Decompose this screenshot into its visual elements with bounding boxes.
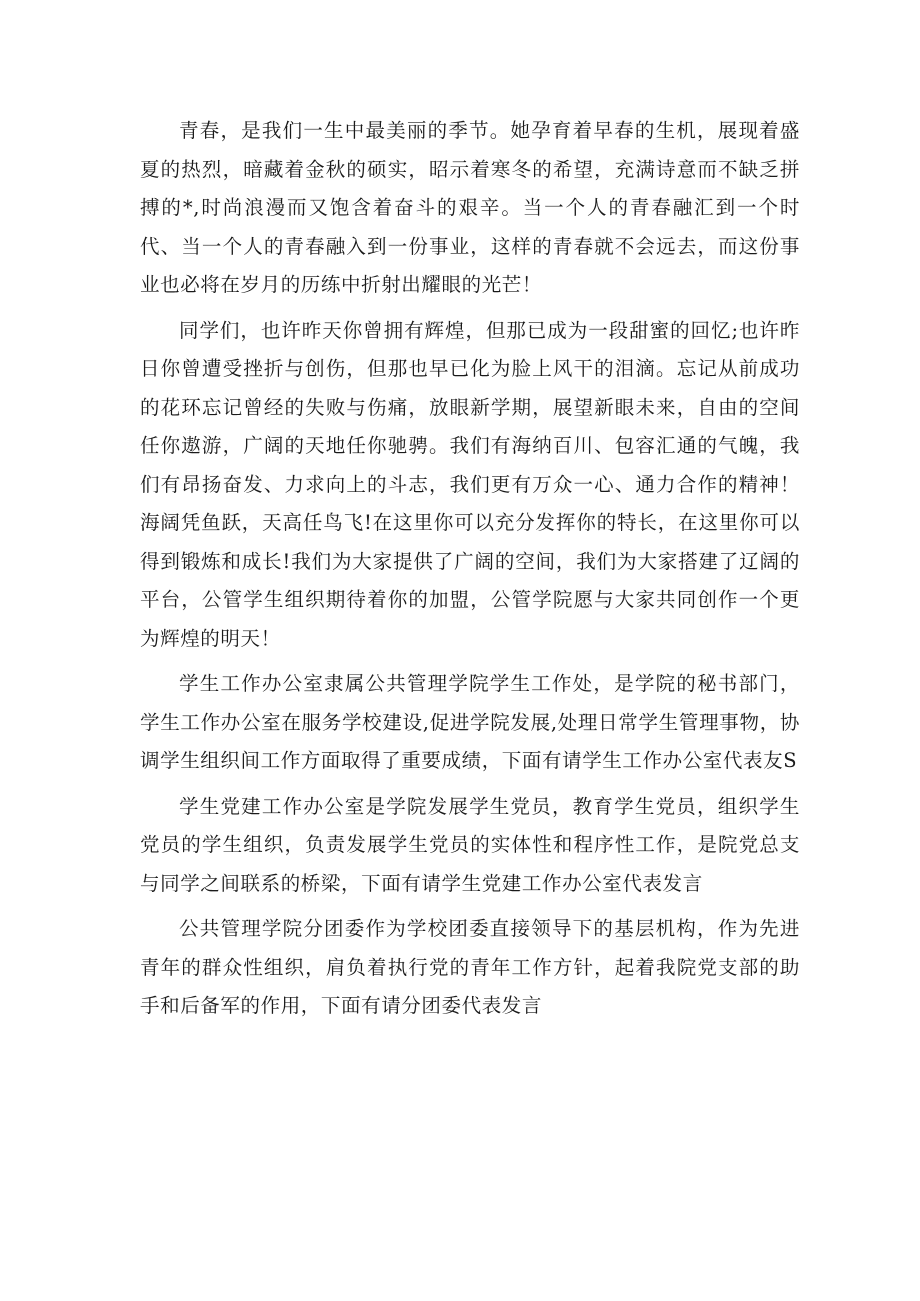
paragraph-student-affairs-office: 学生工作办公室隶属公共管理学院学生工作处，是学院的秘书部门，学生工作办公室在服务学校建设,促进学院发展,处理日常学生管理事物，协调学生组织间工作方面取得了重要成绩，下面有请学生工作办公室代表友S [140,672,800,772]
paragraph-youth-league-committee: 公共管理学院分团委作为学校团委直接领导下的基层机构，作为先进青年的群众性组织，肩负着执行党的青年工作方针，起着我院党支部的助手和后备军的作用，下面有请分团委代表发言 [140,917,800,1017]
paragraph-classmates: 同学们，也许昨天你曾拥有辉煌，但那已成为一段甜蜜的回忆;也许昨日你曾遭受挫折与创伤，但那也早已化为脸上风干的泪滴。忘记从前成功的花环忘记曾经的失败与伤痛，放眼新学期，展望新眼未来，自由的空间任你遨游，广阔的天地任你驰骋。我们有海纳百川、包容汇通的气魄，我们有昂扬奋发、力求向上的斗志，我们更有万众一心、通力合作的精神！海阔凭鱼跃，天高任鸟飞!在这里你可以充分发挥你的特长，在这里你可以得到锻炼和成长!我们为大家提供了广阔的空间，我们为大家搭建了辽阔的平台，公管学生组织期待着你的加盟，公管学院愿与大家共同创作一个更为辉煌的明天！ [140,318,800,650]
paragraph-youth: 青春，是我们一生中最美丽的季节。她孕育着早春的生机，展现着盛夏的热烈，暗藏着金秋的硕实，昭示着寒冬的希望，充满诗意而不缺乏拼搏的*,时尚浪漫而又饱含着奋斗的艰辛。当一个人的青春融汇到一个时代、当一个人的青春融入到一份事业，这样的青春就不会远去，而这份事业也必将在岁月的历练中折射出耀眼的光芒！ [140,119,800,296]
paragraph-party-building-office: 学生党建工作办公室是学院发展学生党员，教育学生党员，组织学生党员的学生组织，负责发展学生党员的实体性和程序性工作，是院党总支与同学之间联系的桥梁，下面有请学生党建工作办公室代表发言 [140,794,800,895]
document-body [140,112,800,1033]
